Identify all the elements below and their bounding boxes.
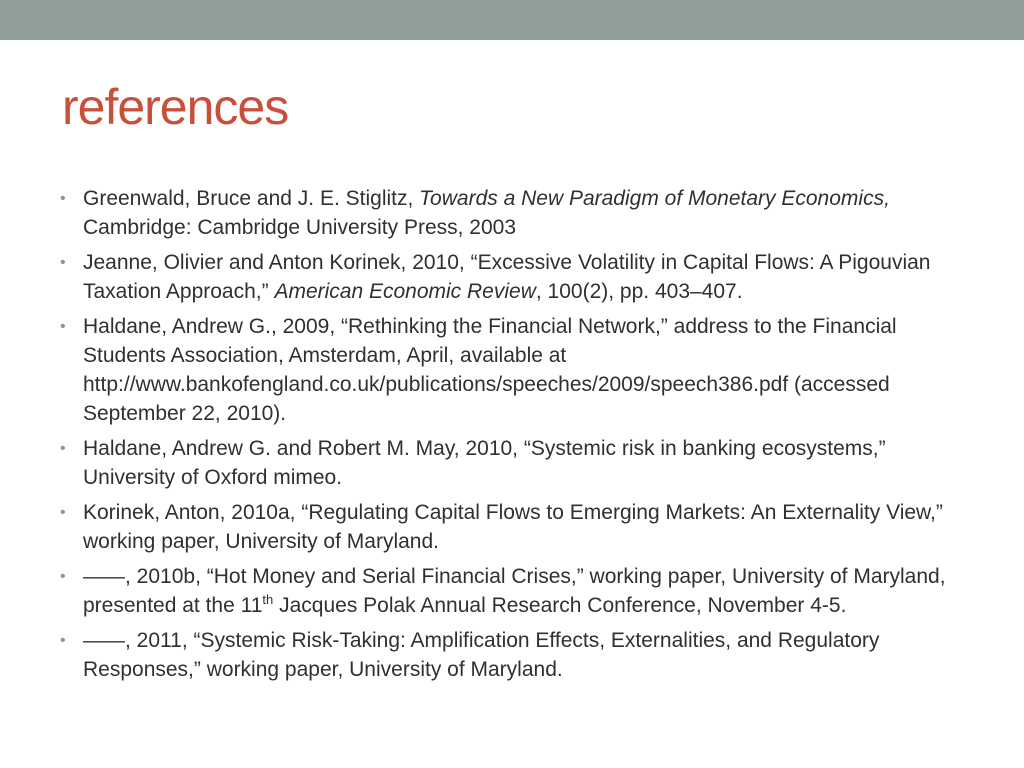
reference-text-part: , 100(2), pp. 403–407. [535, 280, 743, 303]
reference-text [83, 315, 897, 425]
bullet-icon: • [60, 254, 66, 271]
reference-item [60, 184, 980, 242]
reference-text-part: Haldane, Andrew G. and Robert M. May, 2010, “Systemic risk in banking ecosystems,” University of Oxford mimeo. [83, 437, 886, 489]
bullet-icon: • [60, 440, 66, 457]
reference-text-part: ——, 2011, “Systemic Risk-Taking: Amplification Effects, Externalities, and Regulatory Responses,” working paper, University of Maryland. [83, 629, 880, 681]
reference-text [83, 629, 879, 681]
bullet-icon: • [60, 190, 66, 207]
reference-item [60, 312, 980, 428]
bullet-icon: • [60, 504, 66, 521]
reference-text [83, 565, 946, 617]
reference-italic-title: American Economic Review [274, 280, 536, 303]
reference-text [83, 251, 930, 303]
reference-text-part: Greenwald, Bruce and J. E. Stiglitz, [83, 187, 420, 210]
reference-item [60, 248, 980, 306]
reference-text-part: Korinek, Anton, 2010a, “Regulating Capital Flows to Emerging Markets: An Externality View,” working paper, University of Maryland. [83, 501, 943, 553]
reference-item [60, 498, 980, 556]
reference-text [83, 437, 886, 489]
reference-text [83, 501, 943, 553]
reference-text-part: Cambridge: Cambridge University Press, 2003 [83, 216, 517, 239]
reference-item [60, 434, 980, 492]
reference-text-part: Haldane, Andrew G., 2009, “Rethinking the Financial Network,” address to the Financial Students Association, Amsterdam, April, available at http://www.bankofengland.co.uk/publications/speeches/2009/speech386.pdf (accessed September 22, 2010). [83, 315, 897, 425]
reference-item [60, 562, 980, 620]
reference-item [60, 626, 980, 684]
slide-title: references [62, 79, 289, 135]
reference-text-part: ——, 2010b, “Hot Money and Serial Financial Crises,” working paper, University of Maryland, presented at the 11 [83, 565, 946, 617]
reference-italic-title: Towards a New Paradigm of Monetary Economics, [419, 187, 890, 210]
reference-text [83, 187, 890, 239]
reference-text-part: Jeanne, Olivier and Anton Korinek, 2010, “Excessive Volatility in Capital Flows: A Pigouvian Taxation Approach,” [83, 251, 931, 303]
header-bar [0, 0, 1024, 40]
bullet-icon: • [60, 568, 66, 585]
bullet-icon: • [60, 632, 66, 649]
bullet-icon: • [60, 318, 66, 335]
reference-text-part: Jacques Polak Annual Research Conference, November 4-5. [273, 594, 847, 617]
ordinal-superscript: th [262, 592, 274, 607]
reference-list [60, 184, 980, 690]
